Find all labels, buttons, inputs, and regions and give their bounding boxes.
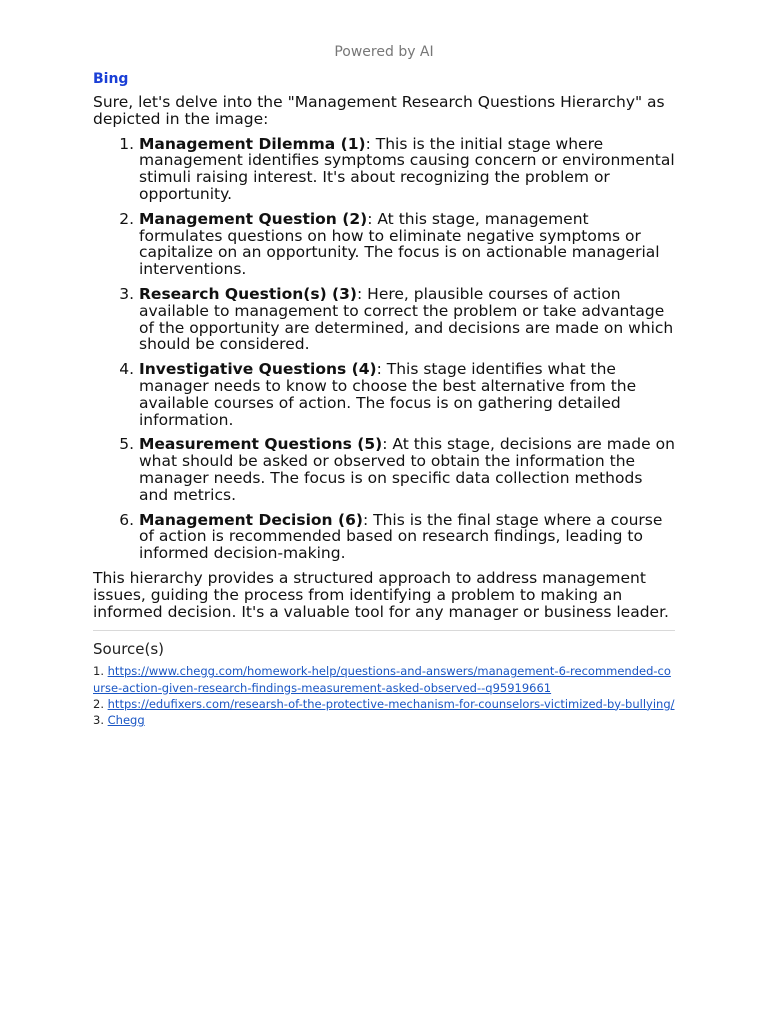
source-number: 1. [93,664,104,679]
powered-by-label: Powered by AI [334,44,434,60]
list-item-title: Research Question(s) (3) [139,284,358,303]
source-item [93,696,675,712]
answer-intro: Sure, let's delve into the "Management Research Questions Hierarchy" as depicted in the image: [93,93,665,128]
list-item-text: : This stage identifies what the manager needs to know to choose the best alternative from the available courses of action. The focus is on gathering detailed information. [139,360,637,429]
sources-title: Source(s) [93,640,165,659]
list-item-text: : At this stage, decisions are made on what should be asked or observed to obtain the information the manager needs. The focus is on specific data collection methods and metrics. [139,435,675,504]
brand-name: Bing [93,71,129,87]
list-item [139,211,675,278]
answer-content [93,70,675,728]
list-item-text: : At this stage, management formulates questions on how to eliminate negative symptoms or capitalize on an opportunity. The focus is on actionable managerial interventions. [139,209,660,279]
hierarchy-list [93,136,675,562]
list-item-title: Management Dilemma (1) [139,134,366,153]
list-item [139,361,675,428]
list-item [139,436,675,503]
list-item-text: : This is the initial stage where management identifies symptoms causing concern or environmental stimuli raising interest. It's about recognizing the problem or opportunity. [139,134,675,203]
list-item-text: : This is the final stage where a course of action is recommended based on research findings, leading to informed decision-making. [139,510,663,563]
source-number: 3. [93,712,104,727]
list-item-text: : Here, plausible courses of action available to management to correct the problem or take advantage of the opportunity are determined, and decisions are made on which should be considered. [139,284,674,354]
source-item [93,712,675,728]
source-link[interactable]: https://edufixers.com/researsh-of-the-protective-mechanism-for-counselors-victimized-by-bullying/ [107,696,675,711]
list-item [139,286,675,353]
source-link[interactable]: Chegg [107,712,145,727]
source-link[interactable]: https://www.chegg.com/homework-help/questions-and-answers/management-6-recommended-course-action-given-research-findings-measurement-asked-observed--q95919661 [93,664,671,695]
answer-conclusion: This hierarchy provides a structured approach to address management issues, guiding the process from identifying a problem to making an informed decision. It's a valuable tool for any manager or business leader. [93,568,669,621]
source-number: 2. [93,696,104,711]
source-item [93,663,675,695]
list-item [139,512,675,562]
list-item-title: Management Decision (6) [139,510,363,529]
list-item-title: Management Question (2) [139,209,368,228]
list-item-title: Investigative Questions (4) [139,360,377,379]
list-item-title: Measurement Questions (5) [139,435,383,454]
divider [93,630,675,631]
list-item [139,136,675,203]
